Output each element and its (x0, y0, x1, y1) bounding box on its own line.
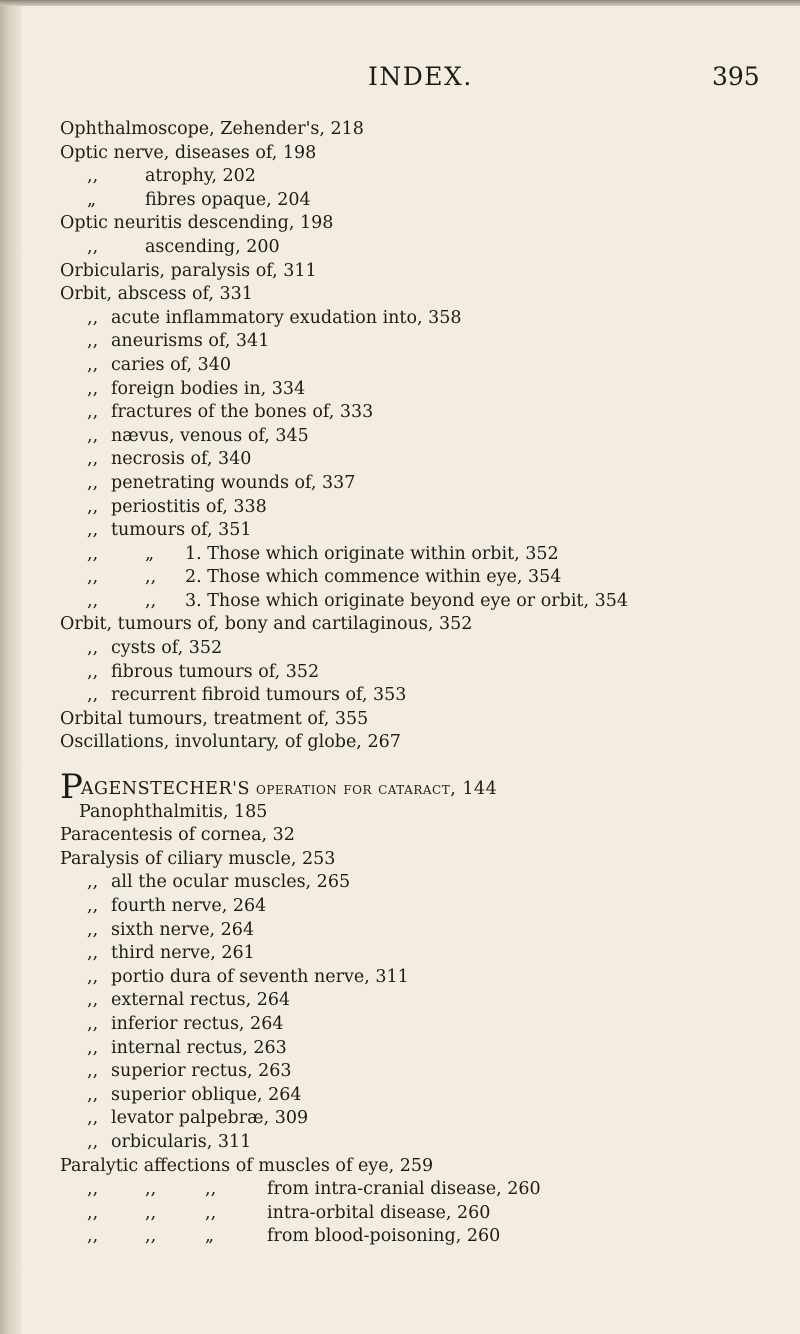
ditto-mark: ,, (145, 590, 157, 611)
page-number: 395 (712, 62, 760, 91)
entry-text: Orbital tumours, treatment of, 355 (60, 708, 369, 729)
ditto-mark: ,, (87, 402, 99, 423)
ditto-mark: ,, (145, 1179, 157, 1200)
running-head: INDEX. (368, 62, 473, 91)
index-entry-sub (60, 519, 790, 543)
book-gutter-shadow (0, 0, 22, 1334)
ditto-mark: ,, (87, 472, 99, 493)
index-entry-sub (60, 1060, 790, 1084)
entry-text: external rectus, 264 (111, 990, 291, 1011)
index-entry-sub (60, 661, 790, 685)
index-section-p (60, 767, 790, 1249)
entry-text: Oscillations, involuntary, of globe, 267 (60, 732, 401, 753)
entry-text: Ophthalmoscope, Zehender's, 218 (60, 119, 364, 139)
index-entry-sub (60, 236, 790, 260)
ditto-mark: ,, (87, 331, 99, 352)
entry-text: levator palpebræ, 309 (111, 1108, 309, 1129)
entry-text: third nerve, 261 (111, 943, 255, 964)
entry-text: orbicularis, 311 (111, 1131, 252, 1152)
ditto-mark: ,, (205, 1202, 217, 1223)
index-section-o (60, 118, 790, 755)
entry-text: tumours of, 351 (111, 520, 252, 541)
ditto-mark: ,, (87, 1013, 99, 1034)
index-entry-sub (60, 425, 790, 449)
entry-text: Orbit, tumours of, bony and cartilaginous, 352 (60, 614, 473, 635)
index-entry-head (60, 118, 790, 142)
ditto-mark: ,, (87, 425, 99, 446)
entry-text: fourth nerve, 264 (111, 895, 267, 916)
index-entry-head (60, 1155, 790, 1179)
entry-text: 2. Those which commence within eye, 354 (185, 567, 562, 588)
ditto-mark: „ (145, 543, 155, 564)
entry-text: ascending, 200 (145, 236, 280, 257)
entry-text: from blood-poisoning, 260 (267, 1226, 501, 1247)
ditto-mark: ,, (87, 1061, 99, 1082)
entry-text: caries of, 340 (111, 354, 232, 375)
entry-text: all the ocular muscles, 265 (111, 872, 351, 893)
ditto-mark: ,, (145, 1226, 157, 1247)
entry-text: foreign bodies in, 334 (111, 378, 306, 399)
entry-text: superior oblique, 264 (111, 1084, 302, 1105)
ditto-mark: ,, (87, 990, 99, 1011)
ditto-mark: ,, (87, 1084, 99, 1105)
entry-text: Paracentesis of cornea, 32 (60, 825, 295, 846)
index-entry-sub (60, 496, 790, 520)
ditto-mark: ,, (87, 1179, 99, 1200)
ditto-mark: ,, (87, 872, 99, 893)
ditto-mark: ,, (205, 1179, 217, 1200)
index-entry-head (60, 260, 790, 284)
page-header (0, 62, 800, 102)
ditto-mark: ,, (87, 567, 99, 588)
ditto-mark: ,, (87, 661, 99, 682)
index-entry-head (60, 283, 790, 307)
entry-text: necrosis of, 340 (111, 449, 252, 470)
ditto-mark: ,, (87, 1108, 99, 1129)
ditto-mark: ,, (87, 166, 99, 187)
ditto-mark: ,, (87, 307, 99, 328)
entry-text: Paralytic affections of muscles of eye, 259 (60, 1155, 434, 1176)
index-entry-sub2 (60, 543, 790, 567)
ditto-mark: ,, (87, 1226, 99, 1247)
ditto-mark: ,, (87, 895, 99, 916)
ditto-mark: „ (87, 189, 97, 210)
entry-text: from intra-cranial disease, 260 (267, 1179, 541, 1200)
ditto-mark: ,, (87, 543, 99, 564)
index-entry-sub (60, 330, 790, 354)
index-entry-sub (60, 378, 790, 402)
ditto-mark: ,, (87, 919, 99, 940)
index-entry-head (60, 824, 790, 848)
ditto-mark: ,, (87, 1202, 99, 1223)
index-entry-sub (60, 401, 790, 425)
ditto-mark: ,, (87, 236, 99, 257)
entry-text: fractures of the bones of, 333 (111, 402, 374, 423)
entry-text: internal rectus, 263 (111, 1037, 287, 1058)
entry-text: AGENSTECHER'S operation for cataract, 144 (80, 779, 498, 799)
ditto-mark: ,, (145, 567, 157, 588)
ditto-mark: ,, (87, 943, 99, 964)
ditto-mark: ,, (87, 685, 99, 706)
entry-text: atrophy, 202 (145, 166, 256, 187)
index-entry-head (60, 848, 790, 872)
index-entry-sub (60, 1107, 790, 1131)
index-entry-sub (60, 354, 790, 378)
entry-text: Optic neuritis descending, 198 (60, 213, 334, 234)
entry-text: 3. Those which originate beyond eye or orbit, 354 (185, 590, 628, 611)
entry-text: fibres opaque, 204 (145, 189, 311, 210)
entry-text: aneurisms of, 341 (111, 331, 270, 352)
index-entry-sub (60, 1013, 790, 1037)
index-entry-head (60, 613, 790, 637)
entry-text: Optic nerve, diseases of, 198 (60, 142, 317, 163)
ditto-mark: ,, (87, 1131, 99, 1152)
index-entry-sub (60, 942, 790, 966)
index-entry-sub (60, 895, 790, 919)
entry-text: penetrating wounds of, 337 (111, 472, 356, 493)
ditto-mark: ,, (145, 1202, 157, 1223)
index-entry-sub (60, 1131, 790, 1155)
index-entry-sub (60, 966, 790, 990)
index-entry-sub2 (60, 590, 790, 614)
index-entry-sub3 (60, 1225, 790, 1249)
index-entry-sub2 (60, 566, 790, 590)
entry-text: periostitis of, 338 (111, 496, 267, 517)
entry-text: cysts of, 352 (111, 638, 223, 659)
ditto-mark: ,, (87, 1037, 99, 1058)
entry-text: acute inflammatory exudation into, 358 (111, 307, 462, 328)
entry-text: 1. Those which originate within orbit, 352 (185, 543, 559, 564)
entry-text: fibrous tumours of, 352 (111, 661, 320, 682)
ditto-mark: „ (205, 1226, 215, 1247)
ditto-mark: ,, (87, 590, 99, 611)
ditto-mark: ,, (87, 520, 99, 541)
index-entry-head (60, 731, 790, 755)
ditto-mark: ,, (87, 638, 99, 659)
index-entry-sub (60, 1037, 790, 1061)
index-entry-sub (60, 989, 790, 1013)
index-entry-sub (60, 684, 790, 708)
index-entry-sub3 (60, 1178, 790, 1202)
ditto-mark: ,, (87, 449, 99, 470)
index-entry-head (60, 142, 790, 166)
index-entry-sub (60, 448, 790, 472)
index-entry-sub (60, 189, 790, 213)
ditto-mark: ,, (87, 378, 99, 399)
entry-text: Paralysis of ciliary muscle, 253 (60, 848, 336, 869)
index-entry-sub3 (60, 1202, 790, 1226)
index-entry-head (60, 801, 790, 825)
ditto-mark: ,, (87, 354, 99, 375)
index-entry-head (60, 212, 790, 236)
ditto-mark: ,, (87, 966, 99, 987)
index-entry-head (60, 767, 790, 807)
index-entry-sub (60, 472, 790, 496)
entry-text: Panophthalmitis, 185 (79, 801, 268, 822)
entry-text: Orbicularis, paralysis of, 311 (60, 260, 317, 281)
drop-cap-letter: P (60, 767, 83, 807)
entry-text: Orbit, abscess of, 331 (60, 284, 253, 305)
page-top-edge (0, 0, 800, 6)
index-entry-sub (60, 307, 790, 331)
entry-text: sixth nerve, 264 (111, 919, 255, 940)
index-entry-sub (60, 919, 790, 943)
ditto-mark: ,, (87, 496, 99, 517)
index-entry-sub (60, 637, 790, 661)
entry-text: nævus, venous of, 345 (111, 425, 309, 446)
index-entry-head (60, 708, 790, 732)
entry-text: superior rectus, 263 (111, 1061, 292, 1082)
entry-text: portio dura of seventh nerve, 311 (111, 966, 409, 987)
index-entry-sub (60, 871, 790, 895)
entry-text: inferior rectus, 264 (111, 1013, 284, 1034)
index-entry-sub (60, 165, 790, 189)
entry-text: recurrent fibroid tumours of, 353 (111, 685, 407, 706)
index-entry-sub (60, 1084, 790, 1108)
entry-text: intra-orbital disease, 260 (267, 1202, 491, 1223)
